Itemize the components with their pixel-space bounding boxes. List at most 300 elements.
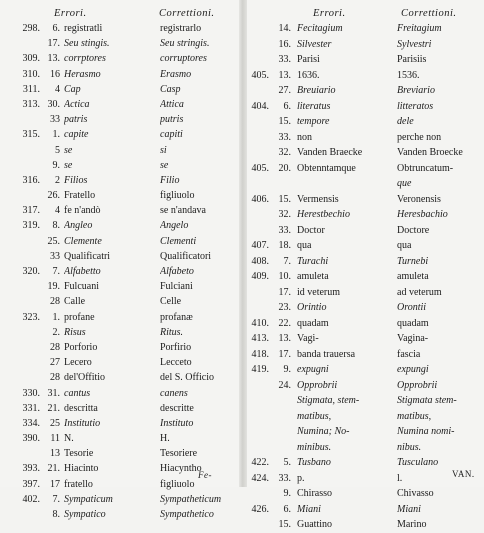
errata-row — [249, 21, 481, 37]
page-number: 397. — [22, 478, 40, 490]
line-number: 28 — [50, 296, 60, 308]
line-number: 33. — [278, 472, 291, 484]
errata-row — [249, 362, 481, 378]
errata-row — [4, 264, 234, 279]
error-text: Turachi — [297, 255, 329, 267]
errata-row — [249, 269, 481, 285]
page-number: 319. — [22, 220, 40, 232]
errata-row — [249, 161, 481, 177]
line-number: 9. — [52, 159, 60, 171]
correction-text: Marino — [397, 519, 427, 530]
line-number: 6. — [52, 23, 60, 34]
line-number: 21. — [47, 463, 60, 475]
correction-text: que — [397, 178, 412, 189]
error-text: Risus — [64, 326, 86, 338]
correction-text: Celle — [160, 296, 182, 308]
column-header — [249, 8, 481, 21]
errata-row — [249, 52, 481, 68]
correction-text: se n'andava — [160, 205, 206, 217]
page-number: 311. — [22, 83, 40, 95]
error-text: Herasmo — [64, 68, 101, 80]
correction-text: perche non — [397, 131, 442, 143]
correction-text: Qualificatori — [160, 250, 212, 262]
errata-row — [249, 455, 481, 471]
correction-text: figliuolo — [160, 190, 195, 202]
correction-text: l. — [397, 472, 403, 484]
error-text: descritta — [64, 402, 98, 414]
page-number: 410. — [251, 317, 269, 329]
page-number: 409. — [251, 271, 269, 282]
line-number: 28 — [50, 372, 60, 384]
line-number: 21. — [47, 402, 60, 414]
correction-text: Tusculano — [397, 457, 439, 468]
error-text: qua — [297, 240, 312, 251]
error-text: Fecitagium — [297, 23, 343, 34]
page-number: 406. — [251, 193, 269, 205]
error-text: Angleo — [64, 220, 93, 232]
errata-row — [249, 83, 481, 99]
correction-text: nibus. — [397, 441, 422, 453]
error-text: Sympatico — [64, 509, 106, 520]
page-number: 315. — [22, 129, 40, 141]
error-text: Hiacinto — [64, 463, 99, 475]
line-number: 20. — [278, 162, 291, 174]
error-text: Vagi- — [297, 333, 319, 344]
page-number: 426. — [251, 503, 269, 515]
error-text: Porforio — [64, 341, 98, 353]
correction-text: capiti — [160, 129, 183, 141]
error-text: Seu stingis. — [64, 38, 110, 50]
line-number: 28 — [50, 341, 60, 353]
error-text: matibus, — [297, 410, 332, 422]
correction-text: se — [160, 159, 169, 171]
error-text: tempore — [297, 116, 330, 127]
error-text: Sympaticum — [64, 493, 113, 505]
error-text: Guattino — [297, 519, 332, 530]
error-text: Doctor — [297, 224, 325, 236]
errata-row — [249, 192, 481, 208]
page-number: 323. — [22, 311, 40, 323]
errata-row — [249, 145, 481, 161]
page-number: 404. — [251, 100, 269, 112]
page-number: 320. — [22, 266, 40, 277]
correction-text: Erasmo — [160, 68, 192, 80]
correction-text: Sympatheticum — [160, 493, 222, 505]
line-number: 23. — [278, 302, 291, 313]
errata-row — [249, 68, 481, 84]
correction-text: Seu stringis. — [160, 38, 210, 50]
errata-row — [4, 325, 234, 340]
correction-text: Porfirio — [160, 341, 192, 353]
errata-row — [4, 492, 234, 507]
catchword: Fe- — [198, 470, 212, 480]
line-number: 33. — [278, 224, 291, 236]
error-text: cantus — [64, 387, 91, 399]
correction-text: Turnebi — [397, 255, 429, 267]
errata-row — [249, 517, 481, 533]
line-number: 32. — [278, 209, 291, 220]
errata-row — [249, 300, 481, 316]
error-text: Calle — [64, 296, 86, 308]
correction-text: quadam — [397, 317, 429, 329]
errata-row — [249, 378, 481, 394]
correction-text: Vagina- — [397, 333, 429, 344]
error-text: Obtenntamque — [297, 162, 356, 174]
correction-text: Ritus. — [160, 326, 184, 338]
line-number: 30. — [47, 98, 60, 110]
page-number: 402. — [22, 493, 40, 505]
errata-row — [249, 285, 481, 301]
correction-text: corruptores — [160, 53, 207, 65]
page-number: 405. — [251, 162, 269, 174]
correction-text: Numina nomi- — [397, 426, 455, 437]
correction-text: Sylvestri — [397, 38, 432, 50]
line-number: 33. — [278, 54, 291, 65]
line-number: 8. — [52, 509, 60, 520]
page-number: 331. — [22, 402, 40, 414]
errata-row — [249, 424, 481, 440]
errata-row — [4, 203, 234, 218]
correction-text: Clementi — [160, 235, 197, 247]
line-number: 22. — [278, 317, 291, 329]
line-number: 13. — [47, 53, 60, 65]
line-number: 7. — [52, 493, 60, 505]
correction-text: registrarlo — [160, 23, 202, 34]
errata-row — [249, 223, 481, 239]
correction-text: ad veterum — [397, 286, 442, 298]
error-text: Cap — [64, 83, 81, 95]
correction-text: fascia — [397, 348, 421, 360]
errata-row — [4, 82, 234, 97]
line-number: 15. — [278, 193, 291, 205]
errata-row — [249, 409, 481, 425]
errata-row — [4, 507, 234, 522]
error-text: 1636. — [297, 69, 320, 81]
page-number: 424. — [251, 472, 269, 484]
errata-row — [4, 401, 234, 416]
line-number: 1. — [52, 311, 60, 323]
correction-text: Attica — [160, 98, 184, 110]
line-number: 26. — [47, 190, 60, 202]
error-text: Orintio — [297, 302, 327, 313]
correction-text: Orontii — [397, 302, 427, 313]
error-text: p. — [297, 472, 305, 484]
line-number: 7. — [283, 255, 291, 267]
error-text: Parisi — [297, 54, 320, 65]
line-number: 8. — [52, 220, 60, 232]
page-number: 408. — [251, 255, 269, 267]
correction-text: H. — [160, 433, 170, 445]
correction-text: Fulciani — [160, 281, 193, 293]
line-number: 6. — [283, 503, 291, 515]
page-number: 405. — [251, 69, 269, 81]
page-number: 413. — [251, 333, 269, 344]
errata-row — [249, 114, 481, 130]
errata-row — [249, 238, 481, 254]
errata-row — [4, 370, 234, 385]
error-text: banda trauersa — [297, 348, 356, 360]
correction-text: Doctore — [397, 224, 430, 236]
errata-row — [4, 188, 234, 203]
error-text: fratello — [64, 478, 93, 490]
error-text: Institutio — [64, 417, 101, 429]
line-number: 7. — [52, 266, 60, 277]
error-text: Lecero — [64, 357, 92, 369]
error-text: Herestbechio — [297, 209, 350, 220]
column-header — [4, 8, 234, 21]
page-number: 393. — [22, 463, 40, 475]
errata-row — [4, 112, 234, 127]
correction-text: Veronensis — [397, 193, 441, 205]
correction-text: Instituto — [160, 417, 194, 429]
errata-row — [249, 440, 481, 456]
line-number: 17. — [278, 348, 291, 360]
error-text: minibus. — [297, 441, 332, 453]
errata-row — [249, 393, 481, 409]
error-text: quadam — [297, 317, 329, 329]
errata-row — [4, 355, 234, 370]
errata-row — [249, 316, 481, 332]
errata-column-left — [4, 8, 234, 522]
errata-row — [4, 21, 234, 36]
error-text: Fulcuani — [64, 281, 99, 293]
error-text: Vanden Braecke — [297, 147, 363, 158]
line-number: 31. — [47, 387, 60, 399]
page-number: 313. — [22, 98, 40, 110]
correction-text: Heresbachio — [397, 209, 448, 220]
page-number: 390. — [22, 433, 40, 445]
line-number: 2 — [55, 174, 60, 186]
error-text: Actica — [64, 98, 90, 110]
correction-text: Breviario — [397, 85, 435, 96]
line-number: 15. — [278, 116, 291, 127]
error-text: non — [297, 131, 312, 143]
line-number: 5 — [55, 144, 60, 156]
error-text: amuleta — [297, 271, 329, 282]
line-number: 27 — [50, 357, 60, 369]
line-number: 13. — [278, 333, 291, 344]
line-number: 4 — [55, 205, 60, 217]
errata-row — [4, 416, 234, 431]
error-text: patris — [64, 114, 88, 126]
error-text: Numina; No- — [297, 426, 350, 437]
error-text: id veterum — [297, 286, 341, 298]
errata-row — [4, 446, 234, 461]
correction-text: Parisiis — [397, 54, 427, 65]
errata-column-right — [249, 8, 481, 533]
correction-text: del S. Officio — [160, 372, 214, 384]
line-number: 10. — [278, 271, 291, 282]
errata-row — [4, 294, 234, 309]
errata-list-right — [249, 21, 481, 533]
correction-text: Tesoriere — [160, 448, 198, 460]
correction-text: Stigmata stem- — [397, 395, 457, 406]
correction-text: Hiacyntho — [160, 463, 202, 475]
line-number: 25. — [47, 235, 60, 247]
error-text: Qualificatri — [64, 250, 111, 262]
correction-text: profanæ — [160, 311, 193, 323]
errori-heading: Errori. — [54, 8, 87, 19]
book-gutter — [239, 0, 247, 487]
line-number: 9. — [283, 488, 291, 499]
line-number: 33 — [50, 114, 60, 126]
page-number: 418. — [251, 348, 269, 360]
correction-text: Sympathetico — [160, 509, 214, 520]
errata-row — [249, 37, 481, 53]
page-number: 334. — [22, 417, 40, 429]
line-number: 17 — [50, 478, 60, 490]
correction-text: qua — [397, 240, 412, 251]
correction-text: amuleta — [397, 271, 429, 282]
errata-row — [249, 331, 481, 347]
correction-text: canens — [160, 387, 188, 399]
errata-row — [249, 471, 481, 487]
line-number: 19. — [47, 281, 60, 293]
line-number: 32. — [278, 147, 291, 158]
error-text: Silvester — [297, 38, 332, 50]
error-text: capite — [64, 129, 89, 141]
errata-row — [249, 347, 481, 363]
errata-row — [249, 486, 481, 502]
line-number: 4 — [55, 83, 60, 95]
correction-text: matibus, — [397, 410, 432, 422]
error-text: Tusbano — [297, 457, 331, 468]
error-text: registratli — [64, 23, 103, 34]
error-text: Stigmata, stem- — [297, 395, 360, 406]
correction-text: Casp — [160, 83, 181, 95]
correttioni-heading: Correttioni. — [159, 8, 215, 19]
page-number: 407. — [251, 240, 269, 251]
line-number: 17. — [278, 286, 291, 298]
correction-text: si — [160, 144, 167, 156]
page-number: 317. — [22, 205, 40, 217]
error-text: se — [64, 144, 73, 156]
correction-text: expungi — [397, 364, 429, 375]
errata-row — [4, 97, 234, 112]
errata-row — [249, 99, 481, 115]
line-number: 13. — [278, 69, 291, 81]
error-text: Fratello — [64, 190, 96, 202]
line-number: 14. — [278, 23, 291, 34]
page-number: 309. — [22, 53, 40, 65]
errata-row — [249, 176, 481, 192]
correction-text: Miani — [397, 503, 421, 515]
error-text: Vermensis — [297, 193, 339, 205]
error-text: Tesorie — [64, 448, 94, 460]
error-text: Alfabetto — [64, 266, 101, 277]
errata-row — [4, 67, 234, 82]
correction-text: litteratos — [397, 100, 434, 112]
line-number: 16 — [50, 68, 60, 80]
errata-row — [4, 340, 234, 355]
line-number: 18. — [278, 240, 291, 251]
errata-row — [4, 386, 234, 401]
correction-text: Lecceto — [160, 357, 192, 369]
errata-row — [4, 218, 234, 233]
errata-row — [4, 249, 234, 264]
page-number: 310. — [22, 68, 40, 80]
correction-text: Chivasso — [397, 488, 434, 499]
correction-text: putris — [160, 114, 184, 126]
correction-text: Opprobrii — [397, 379, 438, 391]
line-number: 27. — [278, 85, 291, 96]
correction-text: figliuolo — [160, 478, 195, 490]
correction-text: dele — [397, 116, 414, 127]
correction-text: Obtruncatum- — [397, 162, 454, 174]
error-text: N. — [64, 433, 74, 445]
line-number: 16. — [278, 38, 291, 50]
errata-row — [4, 173, 234, 188]
line-number: 33. — [278, 131, 291, 143]
line-number: 13 — [50, 448, 60, 460]
correction-text: descritte — [160, 402, 194, 414]
page-number: 298. — [22, 23, 40, 34]
errata-row — [4, 279, 234, 294]
correction-text: Freitagium — [397, 23, 442, 34]
page-number: 316. — [22, 174, 40, 186]
line-number: 33 — [50, 250, 60, 262]
error-text: Opprobrii — [297, 379, 338, 391]
errori-heading: Errori. — [313, 8, 346, 19]
errata-row — [4, 234, 234, 249]
page-number: 419. — [251, 364, 269, 375]
errata-row — [249, 502, 481, 518]
error-text: se — [64, 159, 73, 171]
page-number: 422. — [251, 457, 269, 468]
correction-text: Vanden Broecke — [397, 147, 463, 158]
errata-row — [4, 36, 234, 51]
line-number: 1. — [52, 129, 60, 141]
catchword-next-page: VAN. — [452, 469, 475, 479]
error-text: fe n'andò — [64, 205, 101, 217]
errata-row — [249, 254, 481, 270]
correction-text: Alfabeto — [160, 266, 194, 277]
errata-list-left — [4, 21, 234, 522]
error-text: expugni — [297, 364, 329, 375]
errata-row — [4, 431, 234, 446]
line-number: 15. — [278, 519, 291, 530]
error-text: profane — [64, 311, 95, 323]
line-number: 5. — [283, 457, 291, 468]
error-text: Breuiario — [297, 85, 336, 96]
error-text: corrptores — [64, 53, 106, 65]
line-number: 6. — [283, 100, 291, 112]
correction-text: Angelo — [160, 220, 189, 232]
error-text: Clemente — [64, 235, 102, 247]
error-text: Chirasso — [297, 488, 332, 499]
errata-row — [249, 130, 481, 146]
errata-row — [4, 51, 234, 66]
correction-text: 1536. — [397, 69, 420, 81]
page-number: 330. — [22, 387, 40, 399]
correction-text: Filio — [160, 174, 180, 186]
line-number: 24. — [278, 379, 291, 391]
error-text: Miani — [297, 503, 321, 515]
errata-row — [249, 207, 481, 223]
line-number: 25 — [50, 417, 60, 429]
errata-row — [4, 158, 234, 173]
correttioni-heading: Correttioni. — [401, 8, 457, 19]
error-text: Filios — [64, 174, 88, 186]
line-number: 11 — [50, 433, 60, 445]
errata-row — [4, 143, 234, 158]
errata-row — [4, 127, 234, 142]
line-number: 9. — [283, 364, 291, 375]
error-text: del'Offitio — [64, 372, 106, 384]
line-number: 17. — [47, 38, 60, 50]
line-number: 2. — [52, 326, 60, 338]
errata-row — [4, 310, 234, 325]
